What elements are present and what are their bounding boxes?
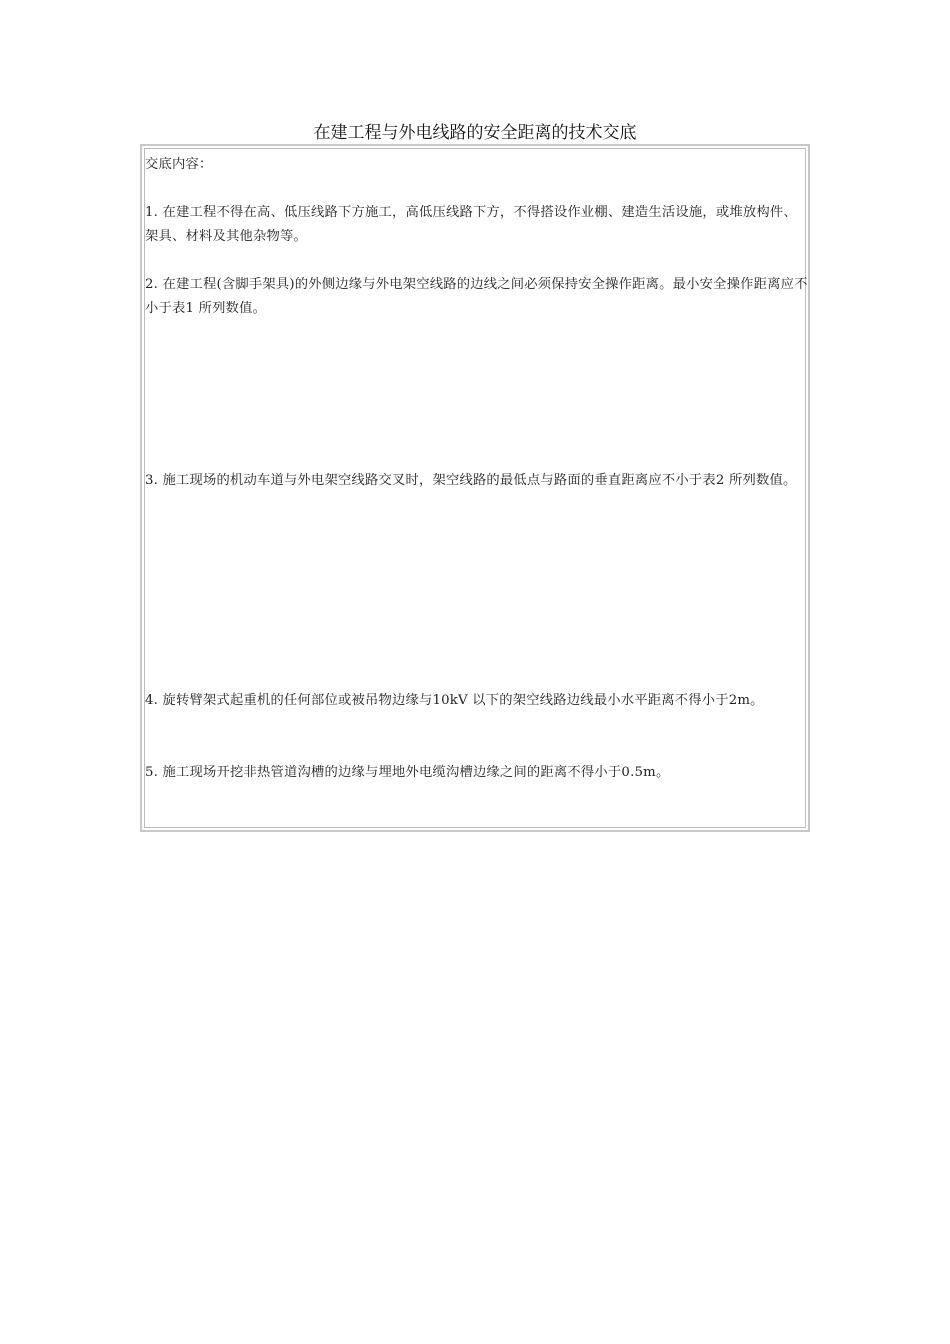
content-frame [140, 144, 810, 832]
intro-label: 交底内容： [145, 157, 213, 172]
clause-4: 4. 旋转臂架式起重机的任何部位或被吊物边缘与10kV 以下的架空线路边线最小水平距离不得小于2m。 [145, 693, 764, 708]
clause-3: 3. 施工现场的机动车道与外电架空线路交叉时，架空线路的最低点与路面的垂直距离应不小于表2 所列数值。 [145, 473, 797, 488]
content-frame-inner [144, 148, 806, 828]
clause-2: 2. 在建工程(含脚手架具)的外侧边缘与外电架空线路的边线之间必须保持安全操作距离。最小安全操作距离应不小于表1 所列数值。 [145, 277, 808, 316]
document-title: 在建工程与外电线路的安全距离的技术交底 [313, 123, 637, 143]
clause-5: 5. 施工现场开挖非热管道沟槽的边缘与埋地外电缆沟槽边缘之间的距离不得小于0.5m。 [145, 765, 670, 780]
clause-1: 1. 在建工程不得在高、低压线路下方施工，高低压线路下方，不得搭设作业棚、建造生活设施，或堆放构件、架具、材料及其他杂物等。 [145, 205, 797, 244]
